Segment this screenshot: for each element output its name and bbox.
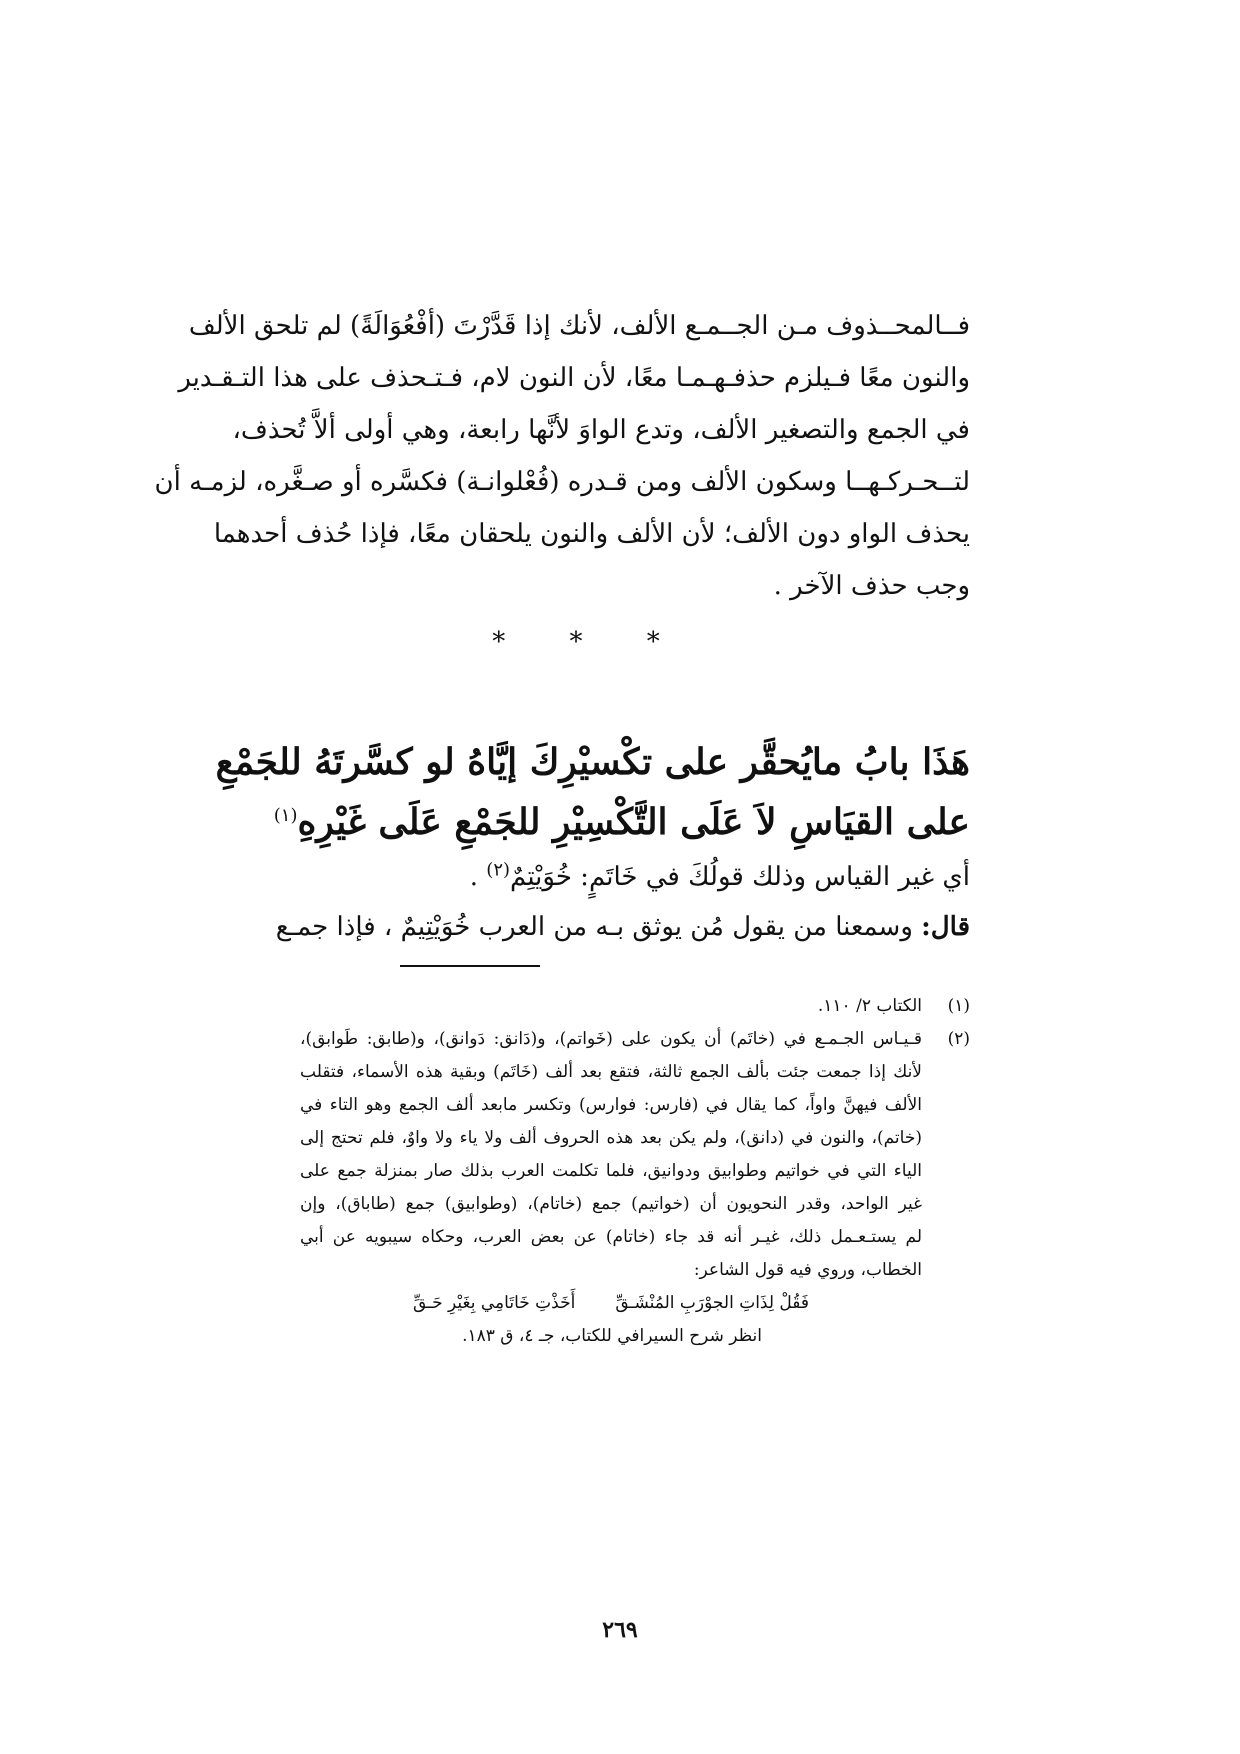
body-line	[300, 852, 970, 902]
verse-first-hemistich: فَقُلْ لِذَاتِ الجوْرَبِ المُنْشَـقِّ	[615, 1293, 810, 1313]
paragraph-line: في الجمع والتصغير الألف، وتدع الواوَ لأنَّها رابعة، وهي أولى ألاَّ تُحذف،	[232, 415, 970, 445]
section-separator: * * *	[492, 627, 688, 657]
footnote	[300, 1023, 970, 1353]
footnote-rule	[400, 965, 540, 967]
footnote-line: الكتاب ٢/ ١١٠.	[817, 996, 922, 1016]
poetry-verse	[300, 1287, 922, 1320]
heading-line: هَذَا بابُ مايُحقَّر على تكْسيْرِكَ إيَّاهُ لو كسَّرتَهُ للجَمْعِ	[215, 741, 970, 783]
paragraph-line: والنون معًا فـيلزم حذفـهـمـا معًا، لأن النون لام، فـتـحذف على هذا التـقـدير	[178, 363, 970, 393]
body-text: وسمعنا من يقول مُن يوثق بـه من العرب خُوَيْتِيمٌ ، فإذا جمـع	[275, 912, 922, 942]
heading-line	[273, 792, 970, 852]
body-text-end: .	[469, 862, 487, 892]
footnote-ref: (٢)	[486, 859, 511, 881]
footnote-line: الخطاب، وروي فيه قول الشاعر:	[693, 1260, 922, 1280]
footnote-line: قـيـاس الجـمـع في (خاتَم) أن يكون على (خَواتم)، و(دَانق: دَوانق)، و(طابق: طَوابق)،	[300, 1029, 922, 1049]
body-text: أي غير القياس وذلك قولُكَ في خَاتَمٍ: خُوَيْتِمٌ	[510, 862, 970, 892]
footnote-ref: (١)	[273, 805, 298, 826]
text-column	[154, 300, 970, 1353]
paragraph-line: لتــحـركـهــا وسكون الألف ومن قـدره (فُعْلوانـة) فكسَّره أو صـغَّره، لزمـه أن	[154, 467, 970, 497]
paragraph-line: يحذف الواو دون الألف؛ لأن الألف والنون يلحقان معًا، فإذا حُذف أحدهما	[213, 519, 970, 549]
footnote-line: الألف فيهنَّ واواً، كما يقال في (فارس: فوارس) وتكسر مابعد ألف الجمع وهو التاء في	[300, 1095, 922, 1115]
footnote-number: (١)	[947, 996, 970, 1016]
footnote-line: لأنك إذا جمعت جئت بألف الجمع ثالثة، فتقع بعد ألف (خَاتَم) وبقية هذه الأسماء، فتقلب	[300, 1062, 922, 1082]
footnote-line: الياء التي في خواتيم وطوابيق ودوانيق، فلما تكلمت العرب بذلك صار بمنزلة جمع على	[300, 1161, 922, 1181]
footnote	[300, 990, 970, 1023]
chapter-heading	[215, 732, 970, 852]
heading-text: على القيَاسِ لاَ عَلَى التَّكْسِيْرِ للجَمْعِ عَلَى غَيْرِهِ	[297, 801, 970, 843]
footnote-separator	[300, 952, 970, 982]
footnote-body	[300, 1023, 922, 1353]
footnote-line: لم يستـعـمل ذلك، غيـر أنه قد جاء (خاتام) عن بعض العرب، وحكاه سيبويه عن أبي	[300, 1227, 922, 1247]
paragraph-line: وجب حذف الآخر .	[773, 571, 970, 601]
footnote-source: انظر شرح السيرافي للكتاب، جـ ٤، ق ١٨٣.	[462, 1326, 762, 1346]
footnote-line: (خاتم)، والنون في (دانق)، ولم يكن بعد هذه الحروف ألف ولا ياء ولا واوٌ، فلم تحتج إلى	[300, 1128, 922, 1148]
qal-label: قال:	[921, 912, 970, 942]
paragraph-line: فــالمحــذوف مـن الجــمـع الألف، لأنك إذا قَدَّرْتَ (أفْعُوَالَةً) لم تلحق الألف	[188, 311, 970, 341]
previous-paragraph	[154, 300, 970, 612]
page-number: ٢٦٩	[602, 1617, 638, 1643]
footnote-line: غير الواحد، وقدر النحويون أن (خواتيم) جمع (خاتام)، (وطوابيق) جمع (طاباق)، وإن	[300, 1194, 922, 1214]
body-line	[275, 902, 970, 952]
footnote-number: (٢)	[947, 1029, 970, 1049]
chapter-body	[275, 852, 970, 952]
verse-second-hemistich: أَخَذْتِ خَاتَامِي بِغَيْرِ حَـقِّ	[412, 1293, 576, 1313]
footnotes	[300, 990, 970, 1353]
footnote-body	[300, 990, 922, 1023]
